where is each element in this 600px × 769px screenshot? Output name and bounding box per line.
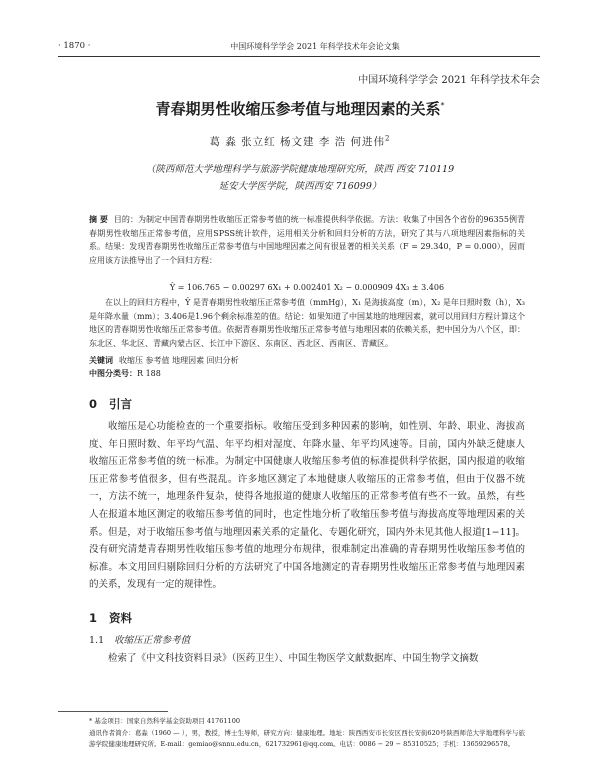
authors-text: 葛 淼 张立红 杨文建 李 浩 何进伟 — [209, 136, 386, 148]
section-number: 1 — [89, 611, 98, 625]
author-mark: 2 — [385, 134, 391, 143]
footnote-funding: * 基金项目：国家自然科学基金资助项目 41761100 — [89, 717, 240, 725]
author-list — [50, 134, 550, 149]
classification-text: R 188 — [137, 369, 161, 378]
subsection-heading — [89, 632, 190, 646]
page-number: · 1870 · — [58, 41, 91, 51]
section-number: 0 — [89, 397, 98, 411]
subsection-number: 1.1 — [89, 635, 105, 646]
abstract-continuation: 在以上的回归方程中，Ŷ 是青春期男性收缩压正常参考值（mmHg），X₁ 是海拔高度（m），X₂ 是年日照时数（h），X₃ 是年降水量（mm）；3.406是1.96个剩余标准差的值。结论：如果知道了中国某地的地理因素，就可以用回归方程计算这个地区的青春期男性收缩压正常参考值。依据青春期男性收缩压正常参考值与地理因素的依赖关系，把中国分为八个区，即：东北区、华北区、青藏内蒙古区、长江中下游区、东南区、西北区、西南区、青藏区。 — [89, 298, 525, 348]
abstract-block — [89, 213, 525, 267]
footnote-author-bio: 通讯作者简介：葛淼（1960 — ），男，教授，博士生导师，研究方向：健康地理。地址：陕西西安市长安区西长安街620号陕西师范大学地理科学与旅游学院健康地理研究所。E-mail：gemiao@snnu.edu.cn，621732961@qq.com。电话：0086 − 29 − 85310525；手机：13659296578。 — [89, 729, 525, 748]
affiliation-2: 延安大学医学院，陕西西安 716099） — [218, 181, 382, 192]
regression-equation: Ŷ = 106.765 − 0.00297 6X₁ + 0.002401 X₂ − 0.000909 4X₃ ± 3.406 — [169, 283, 445, 292]
data-paragraph: 检索了《中文科技资料目录》（医药卫生）、中国生物医学文献数据库、中国生物学文摘数 — [108, 653, 479, 664]
section-title: 资料 — [109, 611, 133, 625]
abstract-text: 目的：为制定中国青春期男性收缩压正常参考值的统一标准提供科学依据。方法：收集了中国各个省份的96355例青春期男性收缩压正常参考值，应用SPSS统计软件，运用相关分析和回归分析的方法，研究了其与八项地理因素指标的关系。结果：发现青春期男性收缩压正常参考值与中国地理因素之间有很显著的相关关系（F = 29.340，P = 0.000），因而应用该方法推导出了一个回归方程： — [89, 215, 525, 265]
running-title: 中国环境科学学会 2021 年科学技术年会论文集 — [230, 42, 400, 51]
subsection-title: 收缩压正常参考值 — [114, 635, 191, 646]
section-title: 引言 — [109, 397, 133, 411]
keywords-text: 收缩压 参考值 地理因素 回归分析 — [119, 356, 239, 365]
affiliations — [50, 161, 550, 195]
affiliation-1: （陕西师范大学地理科学与旅游学院健康地理研究所，陕西 西安 710119 — [145, 164, 455, 175]
paper-title — [50, 98, 550, 119]
footnote-rule — [58, 711, 168, 712]
classification-label: 中图分类号： — [89, 369, 137, 378]
section-heading-data — [89, 610, 132, 626]
header-rule — [58, 56, 540, 57]
conference-name: 中国环境科学学会 2021 年科学技术年会 — [358, 75, 540, 86]
paper-title-text: 青春期男性收缩压参考值与地理因素的关系 — [155, 100, 441, 118]
classification-number — [89, 367, 161, 380]
abstract-label: 摘 要 — [89, 215, 108, 224]
keywords-label: 关键词 — [89, 356, 113, 365]
section-heading-introduction — [89, 396, 132, 412]
introduction-paragraph: 收缩压是心功能检查的一个重要指标。收缩压受到多种因素的影响，如性别、年龄、职业、海拔高度、年日照时数、年平均气温、年平均相对湿度、年降水量、年平均风速等。目前，国内外缺乏健康人收缩压正常参考值的统一标准。为制定中国健康人收缩压参考值的标准提供科学依据，国内报道的收缩压正常参考值很多，但有些混乱。许多地区测定了本地健康人收缩压的正常参考值，但由于仪器不统一，方法不统一，地理条件复杂，使得各地报道的健康人收缩压的正常参考值有些不一致。虽然，有些人在报道本地区测定的收缩压参考值的同时，也定性地分析了收缩压参考值与海拔高度等地理因素的关系。但是，对于收缩压参考值与地理因素关系的定量化、专题化研究，国内外未见其他人报道[1−11]。没有研究清楚青春期男性收缩压参考值的地理分布规律，很难制定出准确的青春期男性收缩压参考值的标准。本文用回归剔除回归分析的方法研究了中国各地测定的青春期男性收缩压正常参考值与地理因素的关系，发现有一定的规律性。 — [89, 421, 525, 591]
title-footnote-mark: * — [440, 101, 445, 110]
keywords — [89, 354, 239, 367]
